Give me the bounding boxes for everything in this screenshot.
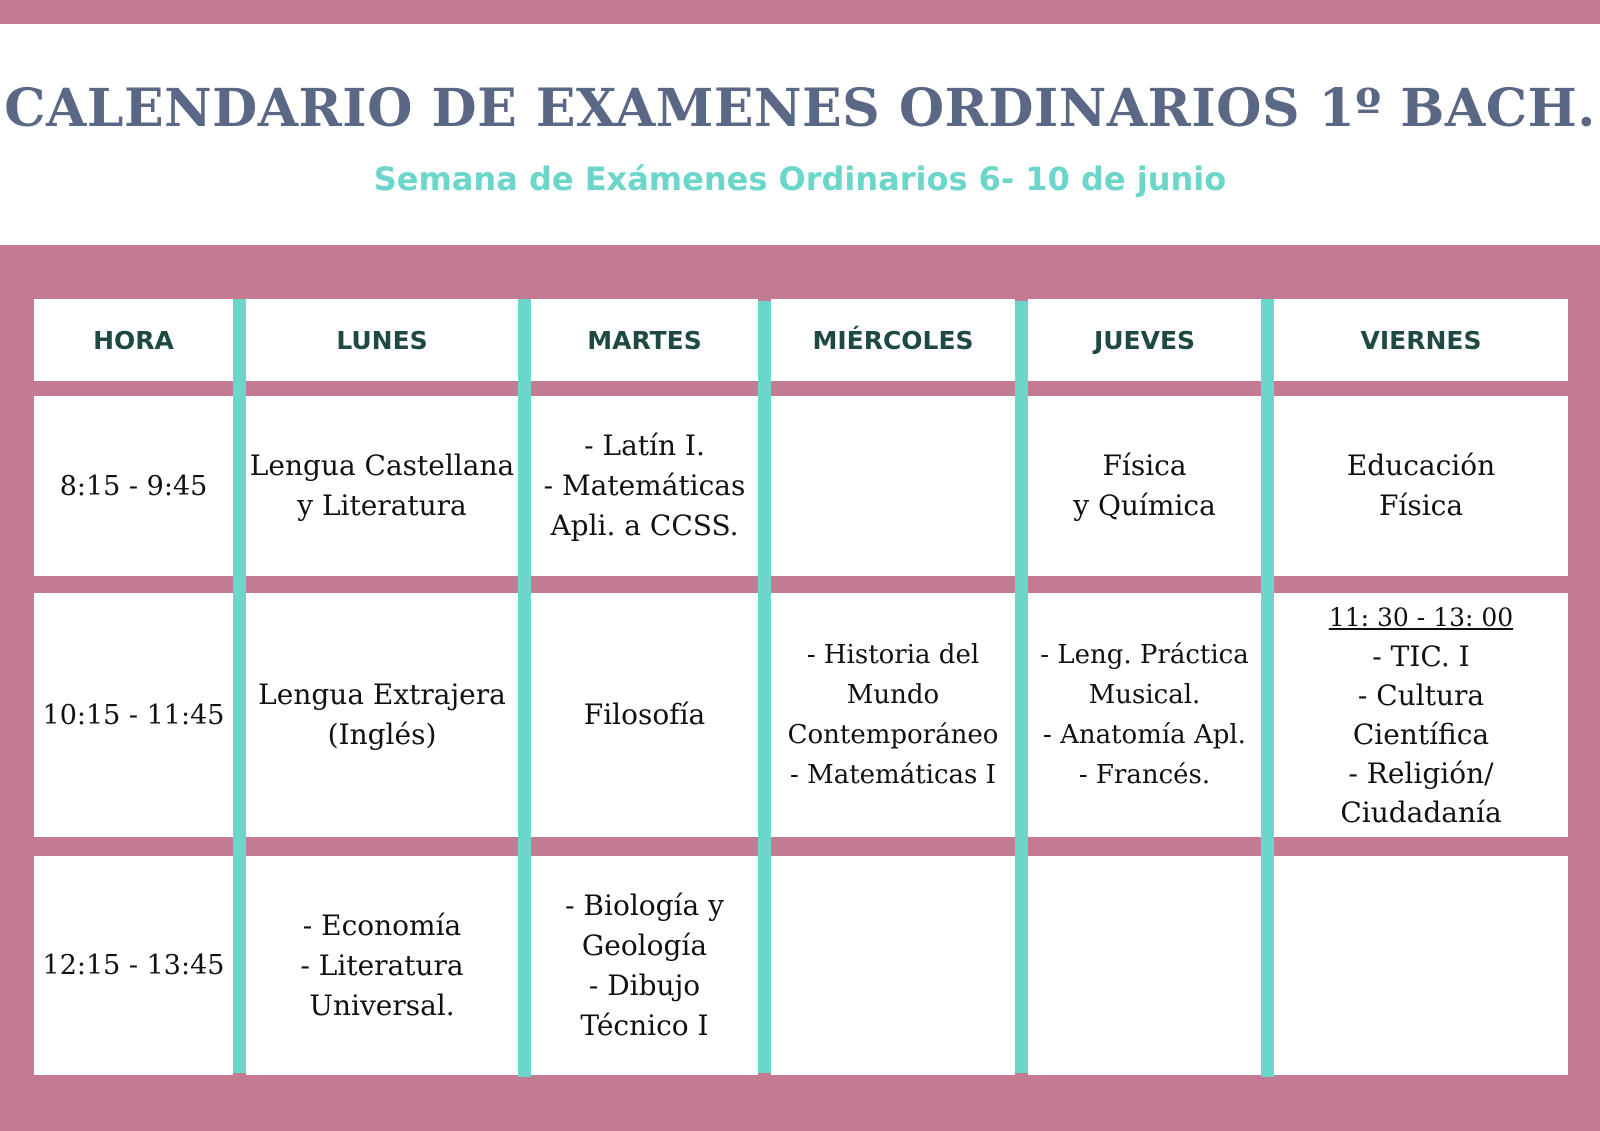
row3-lunes-line2: - Literatura bbox=[300, 948, 464, 982]
row2-jueves-line4: - Francés. bbox=[1078, 760, 1211, 790]
row3-viernes-cell bbox=[1274, 856, 1568, 1075]
row3-jueves-cell bbox=[1028, 856, 1261, 1075]
header-label-hora: HORA bbox=[93, 325, 174, 355]
row2-viernes-cell bbox=[1274, 593, 1568, 837]
column-divider bbox=[758, 301, 771, 1073]
row3-hora-cell bbox=[34, 856, 233, 1075]
row2-viernes-line4: - Religión/ bbox=[1348, 757, 1494, 790]
header-label-lunes: LUNES bbox=[336, 325, 428, 355]
row2-jueves-text bbox=[1040, 635, 1248, 795]
row1-hora: 8:15 - 9:45 bbox=[59, 470, 208, 502]
header-label-martes: MARTES bbox=[587, 325, 702, 355]
row1-viernes-text bbox=[1347, 446, 1495, 526]
row3-lunes-cell bbox=[246, 856, 518, 1075]
row3-lunes-text bbox=[300, 906, 463, 1026]
row1-jueves-line2: y Química bbox=[1073, 489, 1216, 522]
header-label-jueves: JUEVES bbox=[1093, 325, 1196, 355]
header-cell-hora bbox=[34, 299, 233, 381]
row3-martes-line2: Geología bbox=[581, 928, 708, 962]
row2-martes-text bbox=[584, 695, 705, 735]
row2-viernes-line3: Científica bbox=[1352, 718, 1490, 751]
page-title: CALENDARIO DE EXAMENES ORDINARIOS 1º BACH. bbox=[4, 78, 1596, 139]
row3-hora: 12:15 - 13:45 bbox=[42, 950, 225, 981]
header-cell-miercoles bbox=[771, 299, 1015, 381]
row3-martes-line1: - Biología y bbox=[565, 888, 724, 922]
row3-lunes-line3: Universal. bbox=[309, 988, 455, 1022]
row1-jueves-cell bbox=[1028, 396, 1261, 576]
row1-martes-line1: - Latín I. bbox=[584, 429, 705, 462]
row2-jueves-cell bbox=[1028, 593, 1261, 837]
column-divider bbox=[233, 299, 246, 1073]
column-divider bbox=[518, 299, 531, 1077]
row2-viernes-line5: Ciudadanía bbox=[1340, 796, 1502, 829]
row1-martes-cell bbox=[531, 396, 758, 576]
row1-jueves-line1: Física bbox=[1102, 449, 1187, 482]
row2-miercoles-line2: Mundo bbox=[846, 680, 940, 710]
row2-hora: 10:15 - 11:45 bbox=[42, 699, 225, 731]
header-label-viernes: VIERNES bbox=[1360, 325, 1482, 355]
row2-miercoles-line4: - Matemáticas I bbox=[790, 760, 996, 790]
row2-jueves-line3: - Anatomía Apl. bbox=[1043, 720, 1246, 750]
page-subtitle: Semana de Exámenes Ordinarios 6- 10 de junio bbox=[373, 160, 1227, 198]
header-cell-jueves bbox=[1028, 299, 1261, 381]
row1-martes-line3: Apli. a CCSS. bbox=[550, 509, 739, 542]
row2-miercoles-cell bbox=[771, 593, 1015, 837]
row2-lunes-line1: Lengua Extrajera bbox=[258, 678, 506, 711]
row2-viernes-text bbox=[1329, 598, 1513, 832]
row2-jueves-line2: Musical. bbox=[1088, 680, 1201, 710]
row2-hora-cell bbox=[34, 593, 233, 837]
row1-miercoles-cell bbox=[771, 396, 1015, 576]
row2-lunes-text bbox=[258, 675, 506, 755]
row3-martes-cell bbox=[531, 856, 758, 1075]
row1-lunes-cell bbox=[246, 396, 518, 576]
row1-viernes-line1: Educación bbox=[1346, 449, 1496, 482]
row3-martes-line4: Técnico I bbox=[580, 1008, 709, 1042]
row2-martes-cell bbox=[531, 593, 758, 837]
header-cell-lunes bbox=[246, 299, 518, 381]
row2-miercoles-line3: Contemporáneo bbox=[787, 720, 999, 750]
row1-jueves-text bbox=[1073, 446, 1216, 526]
row2-lunes-line2: (Inglés) bbox=[327, 718, 437, 751]
top-band bbox=[0, 0, 1600, 24]
column-divider bbox=[1261, 299, 1274, 1077]
row2-viernes-line1: - TIC. I bbox=[1372, 640, 1470, 673]
row2-miercoles-text bbox=[788, 635, 999, 795]
row3-martes-line3: - Dibujo bbox=[588, 968, 701, 1002]
row1-hora-cell bbox=[34, 396, 233, 576]
row3-miercoles-cell bbox=[771, 856, 1015, 1075]
row1-viernes-line2: Física bbox=[1378, 489, 1464, 522]
row1-lunes-text bbox=[250, 446, 514, 526]
row1-viernes-cell bbox=[1274, 396, 1568, 576]
row2-lunes-cell bbox=[246, 593, 518, 837]
row2-jueves-line1: - Leng. Práctica bbox=[1040, 640, 1249, 670]
row2-miercoles-line1: - Historia del bbox=[806, 640, 980, 670]
row3-lunes-line1: - Economía bbox=[302, 908, 462, 942]
row2-viernes-line2: - Cultura bbox=[1357, 679, 1485, 712]
header-cell-martes bbox=[531, 299, 758, 381]
row2-martes-line1: Filosofía bbox=[583, 698, 706, 731]
header-label-miercoles: MIÉRCOLES bbox=[812, 325, 974, 355]
header-cell-viernes bbox=[1274, 299, 1568, 381]
row3-martes-text bbox=[565, 886, 724, 1046]
row2-viernes-time: 11: 30 - 13: 00 bbox=[1328, 603, 1514, 632]
row1-martes-text bbox=[544, 426, 746, 546]
column-divider bbox=[1015, 301, 1028, 1073]
row1-martes-line2: - Matemáticas bbox=[543, 469, 746, 502]
row1-lunes-line1: Lengua Castellana bbox=[249, 449, 515, 482]
row1-lunes-line2: y Literatura bbox=[297, 489, 467, 522]
